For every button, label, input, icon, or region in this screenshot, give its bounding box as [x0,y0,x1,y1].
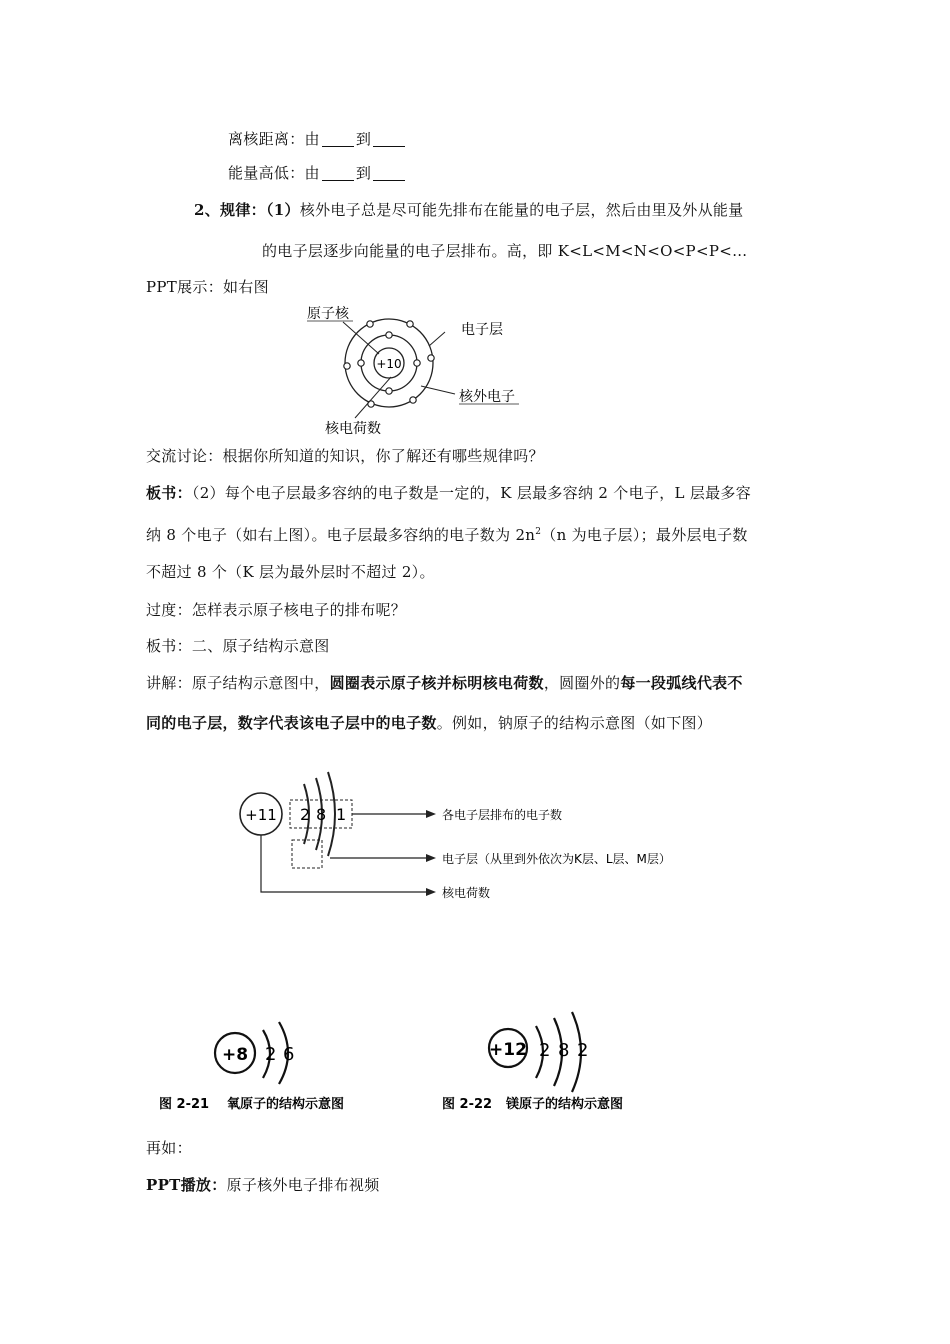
distance-to: 到 [355,130,372,148]
again: 再如： [146,1139,192,1157]
explain-b2: 每一段弧线代表不 [620,674,743,692]
magnesium-caption: 镁原子的结构示意图 [506,1097,624,1112]
board-sup: 2 [535,527,542,537]
ppt-show: PPT展示：如右图 [146,278,269,296]
rule-line-1 [194,200,743,220]
board-heading: 板书：二、原子结构示意图 [146,637,330,655]
electron [386,332,392,338]
electron [344,363,350,369]
explain-b3: 同的电子层，数字代表该电子层中的电子数 [146,714,437,732]
oxygen-charge: +8 [221,1045,249,1065]
sodium-structure-diagram [230,770,710,910]
magnesium-n1: 2 [539,1040,551,1061]
electron [358,360,364,366]
sodium-n2: 8 [316,805,327,824]
count-arrowhead [426,810,436,818]
ppt-play-label: PPT播放： [146,1176,227,1194]
electron [367,321,373,327]
distance-line [228,129,407,149]
board-text-1: （2）每个电子层最多容纳的电子数是一定的，K 层最多容纳 2 个电子，L 层最多容 [191,484,752,502]
electron-leader [421,386,455,394]
magnesium-charge: +12 [489,1040,527,1060]
blank-1 [322,131,354,147]
blank-4 [373,165,405,181]
ppt-play-text: 原子核外电子排布视频 [226,1176,380,1194]
board-line-1 [146,483,751,503]
nucleus-leader [343,322,379,354]
oxygen-structure-diagram [155,1010,385,1120]
explain-p2: ，圆圈外的 [543,674,621,692]
energy-label: 能量高低：由 [228,164,320,182]
transition: 过度：怎样表示原子核电子的排布呢？ [146,601,407,619]
magnesium-caption-num: 图 2-22 [442,1097,493,1112]
rule-part1: （1） [265,201,300,219]
energy-line [228,163,407,183]
shell-label-2: 电子层（从里到外依次为K层、L层、M层） [442,852,671,866]
electron [414,360,420,366]
atom-shell-diagram [295,300,535,440]
explain-line-1 [146,673,743,693]
electron [407,321,413,327]
shell-label: 电子层 [461,322,503,338]
electron [410,397,416,403]
energy-to: 到 [355,164,372,182]
magnesium-structure-diagram [440,1008,680,1120]
magnesium-n2: 8 [558,1040,570,1061]
blank-2 [373,131,405,147]
distance-label: 离核距离：由 [228,130,320,148]
board-text-2b: （n 为电子层）；最外层电子数 [541,526,748,544]
rule-number: 2、规律： [194,201,266,219]
count-label: 各电子层排布的电子数 [442,808,563,822]
electron [386,388,392,394]
charge-arrow-line [261,835,426,892]
explain-line-2 [146,713,712,733]
magnesium-n3: 2 [577,1040,589,1061]
board-line-3: 不超过 8 个（K 层为最外层时不超过 2）。 [146,563,435,581]
explain-p3: 。例如，钠原子的结构示意图（如下图） [436,714,713,732]
nucleus-charge: +10 [376,357,402,371]
nucleus-label: 原子核 [307,306,349,322]
sodium-charge: +11 [245,806,277,824]
shell-arrowhead [426,854,436,862]
board-text-2a: 纳 8 个电子（如右上图）。电子层最多容纳的电子数为 2n [146,526,536,544]
charge-label-2: 核电荷数 [442,886,491,900]
sodium-n3: 1 [336,805,347,824]
board-label: 板书： [146,484,192,502]
shell-leader [429,332,445,346]
blank-3 [322,165,354,181]
rule-part1-text: 核外电子总是尽可能先排布在能量的电子层，然后由里及外从能量 [299,201,744,219]
board-line-2 [146,522,748,545]
oxygen-caption: 氧原子的结构示意图 [227,1097,345,1112]
oxygen-caption-num: 图 2-21 [159,1097,210,1112]
charge-label: 核电荷数 [325,421,381,437]
oxygen-n2: 6 [283,1044,295,1065]
electron [428,355,434,361]
electron-label: 核外电子 [459,389,515,405]
charge-leader [355,377,391,418]
rule-line-2: 的电子层逐步向能量的电子层排布。高，即 K<L<M<N<O<P<P<… [262,242,748,260]
sodium-n1: 2 [300,805,311,824]
shell-arc-m [328,772,335,856]
discussion: 交流讨论：根据你所知道的知识，你了解还有哪些规律吗？ [146,447,544,465]
explain-p1: 讲解：原子结构示意图中， [146,674,330,692]
ppt-play-line [146,1175,380,1195]
oxygen-n1: 2 [265,1044,277,1065]
explain-b1: 圆圈表示原子核并标明核电荷数 [329,674,544,692]
charge-arrowhead [426,888,436,896]
